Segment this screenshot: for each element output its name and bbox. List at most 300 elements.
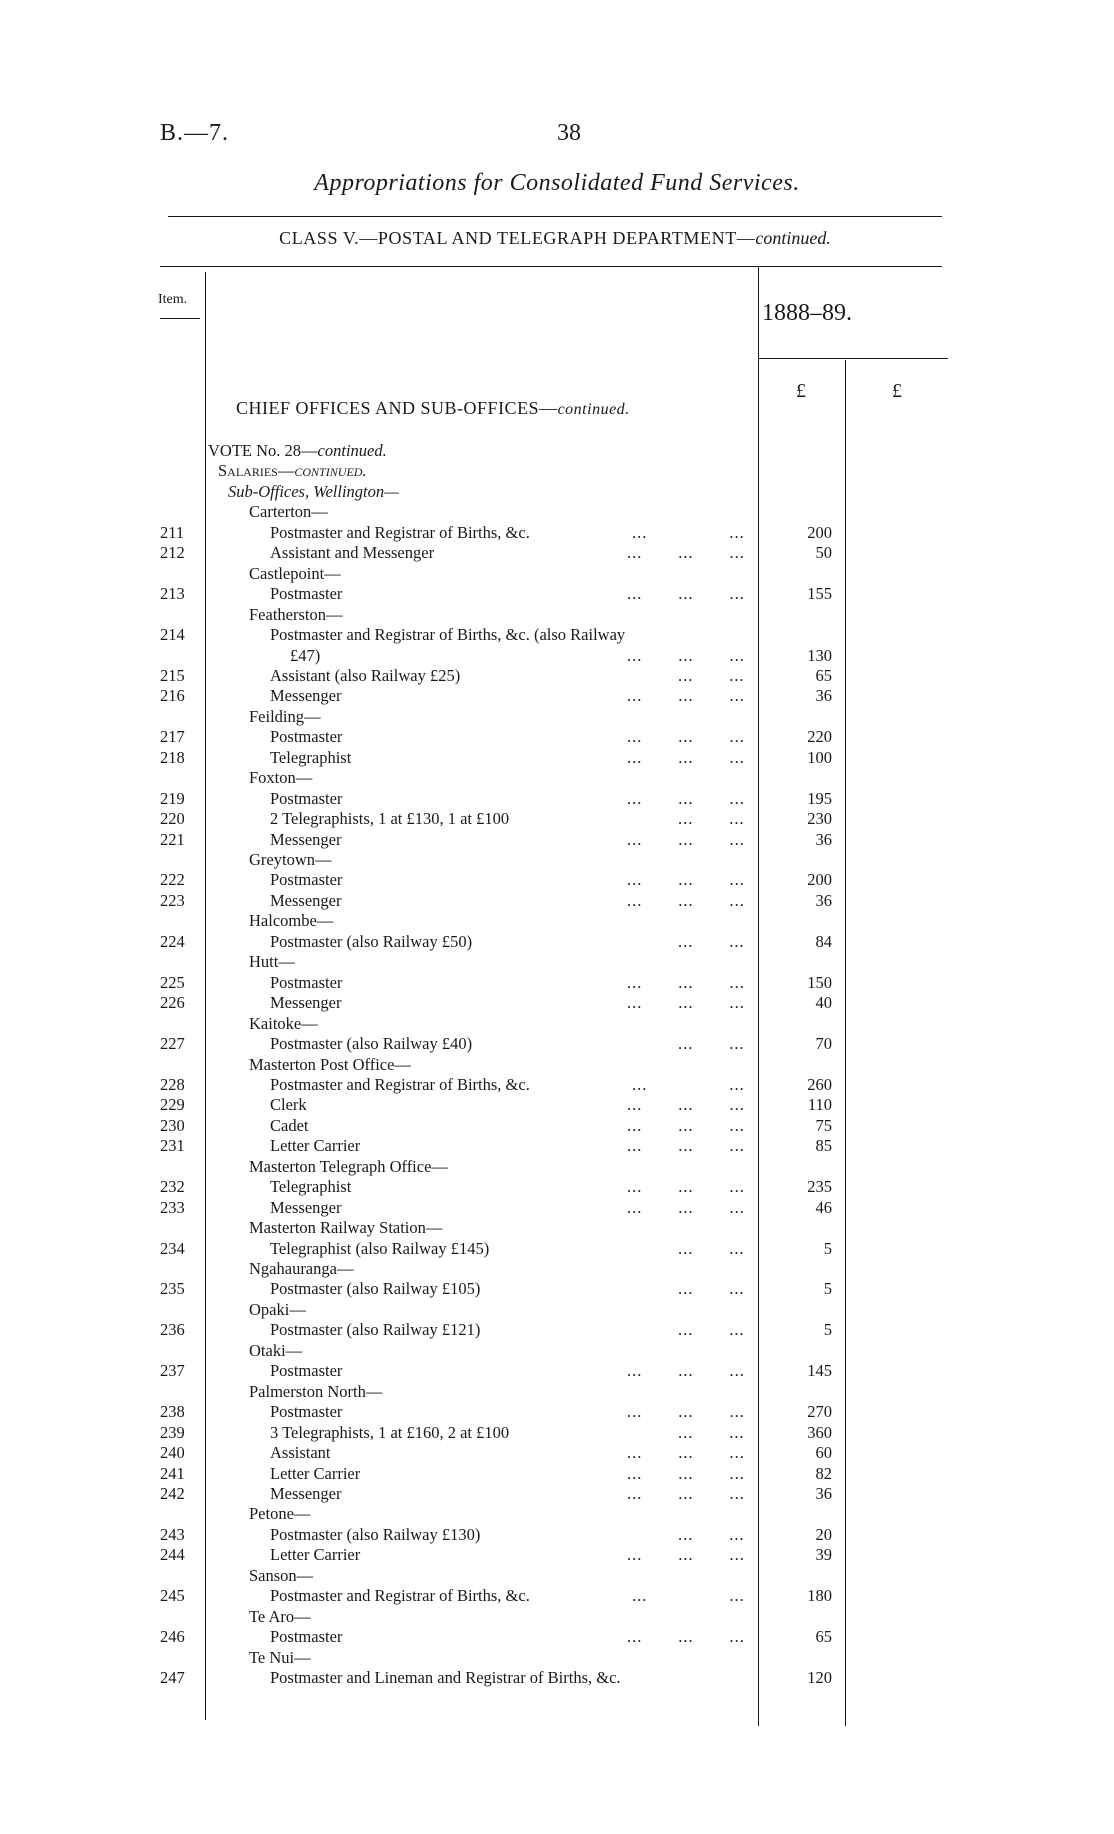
description-text: £47): [290, 645, 321, 665]
item-description: [270, 972, 342, 993]
amount-value: 75: [815, 1115, 832, 1135]
description-text: Masterton Telegraph Office—: [249, 1156, 448, 1176]
item-description: [249, 604, 342, 625]
amount-value: 110: [807, 1095, 832, 1115]
description-text: Feilding—: [249, 706, 321, 726]
table-row: [0, 1463, 1114, 1484]
item-number: 217: [160, 727, 185, 747]
leader-dots: ... ...: [678, 665, 745, 685]
table-row: [0, 1074, 1114, 1095]
amount-value: 200: [807, 522, 832, 542]
leader-dots: ... ...: [632, 1074, 745, 1094]
leader-dots: ... ...: [678, 1034, 745, 1054]
item-description: [249, 1340, 302, 1361]
item-number: 242: [160, 1483, 185, 1503]
item-description: [270, 1074, 530, 1095]
table-row: [0, 726, 1114, 747]
item-number: 228: [160, 1074, 185, 1094]
item-description: [270, 1278, 480, 1299]
description-text: Postmaster: [270, 788, 343, 808]
item-number: 230: [160, 1115, 185, 1135]
description-text: Messenger: [270, 1483, 342, 1503]
leader-dots: ... ... ...: [627, 1361, 745, 1381]
table-row: [0, 1238, 1114, 1259]
amount-value: 260: [807, 1074, 832, 1094]
item-description: [270, 1360, 342, 1381]
item-number: 212: [160, 543, 185, 563]
leader-dots: ... ...: [678, 1524, 745, 1544]
amount-value: 60: [815, 1443, 832, 1463]
description-text: Halcombe—: [249, 911, 334, 931]
item-number: 224: [160, 931, 185, 951]
amount-value: 120: [807, 1668, 832, 1687]
table-row: [0, 563, 1114, 584]
amount-value: 155: [807, 584, 832, 604]
item-description: [290, 645, 320, 666]
amount-value: 65: [815, 1627, 832, 1647]
item-number: 241: [160, 1463, 185, 1483]
description-text: Te Nui—: [249, 1647, 311, 1667]
item-description: [270, 931, 472, 952]
leader-dots: ... ... ...: [627, 1095, 745, 1115]
item-number: 211: [160, 522, 185, 542]
item-description: [270, 829, 341, 850]
leader-dots: ... ... ...: [627, 1443, 745, 1463]
table-row: [0, 583, 1114, 604]
item-description: [270, 747, 351, 768]
table-row: [0, 1606, 1114, 1627]
item-description: [249, 501, 328, 522]
leader-dots: ... ... ...: [627, 686, 745, 706]
table-row: [0, 1319, 1114, 1340]
item-number: 245: [160, 1586, 185, 1606]
item-number: 239: [160, 1422, 185, 1442]
item-description: [270, 890, 341, 911]
item-number: 246: [160, 1627, 185, 1647]
leader-dots: ... ... ...: [627, 1115, 745, 1135]
table-row: [0, 1278, 1114, 1299]
description-text: Postmaster (also Railway £40): [270, 1034, 473, 1054]
table-row: [0, 1667, 1114, 1688]
item-number: 243: [160, 1524, 185, 1544]
item-number: 214: [160, 625, 185, 645]
item-number: 223: [160, 890, 185, 910]
item-description: [270, 1667, 621, 1688]
table-row: [0, 685, 1114, 706]
item-description: [270, 1422, 509, 1443]
table-row: [0, 624, 1114, 645]
table-row: [0, 1094, 1114, 1115]
item-description: [249, 1606, 311, 1627]
description-text: Castlepoint—: [249, 563, 341, 583]
table-row: [0, 1217, 1114, 1238]
amount-value: 84: [815, 931, 832, 951]
item-description: [270, 1524, 480, 1545]
leader-dots: ... ... ...: [627, 727, 745, 747]
amount-value: 36: [815, 890, 832, 910]
item-number: 238: [160, 1402, 185, 1422]
table-row: [0, 910, 1114, 931]
description-text: Postmaster: [270, 972, 343, 992]
leader-dots: ... ... ...: [627, 1545, 745, 1565]
leader-dots: ... ...: [678, 1422, 745, 1442]
table-row: [0, 604, 1114, 625]
currency-symbol: £: [796, 380, 806, 402]
item-description: [249, 1503, 310, 1524]
leader-dots: ... ...: [632, 1586, 745, 1606]
item-description: [270, 624, 625, 645]
item-number: 232: [160, 1177, 185, 1197]
table-row: [0, 1135, 1114, 1156]
description-text: Postmaster (also Railway £130): [270, 1524, 481, 1544]
section-title-main: CHIEF OFFICES AND SUB-OFFICES—: [236, 398, 558, 418]
table-row: [0, 808, 1114, 829]
leader-dots: ... ... ...: [627, 890, 745, 910]
table-row: [0, 460, 1114, 481]
description-text: 2 Telegraphists, 1 at £130, 1 at £100: [270, 809, 510, 829]
description-text: Postmaster: [270, 1361, 343, 1381]
amount-value: 5: [823, 1279, 832, 1299]
leader-dots: ... ...: [678, 1320, 745, 1340]
amount-value: 145: [807, 1361, 832, 1381]
item-description: [270, 869, 342, 890]
item-description: [270, 1135, 360, 1156]
description-text: Masterton Railway Station—: [249, 1218, 443, 1238]
item-column-header: Item.: [158, 292, 188, 307]
leader-dots: ... ... ...: [627, 1402, 745, 1422]
item-description: [249, 849, 331, 870]
item-description: [270, 1094, 307, 1115]
class-rule: [160, 266, 942, 267]
description-text: Postmaster and Registrar of Births, &c.: [270, 1586, 530, 1606]
section-title-suffix: continued.: [557, 401, 630, 418]
item-number: 216: [160, 686, 185, 706]
description-text: Messenger: [270, 993, 342, 1013]
leader-dots: ... ... ...: [627, 1177, 745, 1197]
description-text: Messenger: [270, 829, 342, 849]
item-number: 219: [160, 788, 185, 808]
amount-value: 36: [815, 686, 832, 706]
item-description: [270, 665, 460, 686]
description-text: Hutt—: [249, 952, 295, 972]
table-row: [0, 440, 1114, 461]
description-text: Postmaster: [270, 584, 343, 604]
item-number: 236: [160, 1320, 185, 1340]
description-text: Letter Carrier: [270, 1136, 361, 1156]
amount-value: 85: [815, 1136, 832, 1156]
table-row: [0, 1054, 1114, 1075]
description-italic: Sub-Offices, Wellington—: [228, 481, 399, 501]
table-row: [0, 951, 1114, 972]
table-row: [0, 1647, 1114, 1668]
table-row: [0, 931, 1114, 952]
table-row: [0, 1544, 1114, 1565]
description-text: Otaki—: [249, 1340, 303, 1360]
item-number: 233: [160, 1197, 185, 1217]
description-text: Opaki—: [249, 1299, 306, 1319]
description-text: Sanson—: [249, 1565, 314, 1585]
description-text: Postmaster (also Railway £50): [270, 931, 473, 951]
description-text: Carterton—: [249, 502, 328, 522]
table-row: [0, 1442, 1114, 1463]
item-number: 218: [160, 747, 185, 767]
year-rule: [758, 358, 948, 359]
amount-value: 20: [815, 1524, 832, 1544]
leader-dots: ... ... ...: [627, 584, 745, 604]
leader-dots: ... ... ...: [627, 993, 745, 1013]
amount-value: 39: [815, 1545, 832, 1565]
item-description: [270, 1544, 360, 1565]
table-row: [0, 1013, 1114, 1034]
table-row: [0, 522, 1114, 543]
leader-dots: ... ... ...: [627, 1197, 745, 1217]
leader-dots: ... ... ...: [627, 1627, 745, 1647]
table-row: [0, 501, 1114, 522]
table-row: [0, 788, 1114, 809]
item-number: 213: [160, 584, 185, 604]
amount-value: 46: [815, 1197, 832, 1217]
table-row: [0, 1360, 1114, 1381]
item-description: [249, 1299, 306, 1320]
leader-dots: ... ...: [678, 809, 745, 829]
leader-dots: ... ...: [678, 1279, 745, 1299]
item-number: 247: [160, 1668, 185, 1687]
item-description: [270, 1401, 342, 1422]
item-description: [270, 788, 342, 809]
description-text: Featherston—: [249, 604, 343, 624]
item-description: [249, 1258, 353, 1279]
item-description: [270, 1585, 530, 1606]
table-row: [0, 1299, 1114, 1320]
item-description: [270, 808, 509, 829]
item-number: 215: [160, 665, 185, 685]
description-text: Masterton Post Office—: [249, 1054, 411, 1074]
table-row: [0, 1176, 1114, 1197]
leader-dots: ... ... ...: [627, 1463, 745, 1483]
amount-value: 130: [807, 645, 832, 665]
document-reference: B.—7.: [160, 120, 230, 146]
item-number: 231: [160, 1136, 185, 1156]
item-description: [218, 460, 366, 481]
description-text: Assistant (also Railway £25): [270, 665, 461, 685]
item-number: 221: [160, 829, 185, 849]
description-text: Clerk: [270, 1095, 307, 1115]
page-subtitle: Appropriations for Consolidated Fund Services.: [314, 170, 800, 196]
amount-value: 5: [823, 1238, 832, 1258]
leader-dots: ... ... ...: [627, 645, 745, 665]
table-row: [0, 1565, 1114, 1586]
table-row: [0, 1503, 1114, 1524]
item-description: [270, 1319, 480, 1340]
table-row: [0, 1115, 1114, 1136]
description-text: Te Aro—: [249, 1606, 311, 1626]
table-row: [0, 1381, 1114, 1402]
table-row: [0, 849, 1114, 870]
item-description: [228, 481, 399, 502]
item-description: [249, 563, 341, 584]
item-description: [270, 583, 342, 604]
table-row: [0, 992, 1114, 1013]
amount-value: 235: [807, 1177, 832, 1197]
item-description: [270, 1176, 351, 1197]
table-row: [0, 1033, 1114, 1054]
item-description: [249, 767, 312, 788]
description-text: Postmaster: [270, 727, 343, 747]
item-description: [270, 1238, 489, 1259]
item-number: 237: [160, 1361, 185, 1381]
leader-dots: ... ...: [678, 931, 745, 951]
item-number: 220: [160, 809, 185, 829]
table-row: [0, 1524, 1114, 1545]
table-row: [0, 1401, 1114, 1422]
amount-value: 5: [823, 1320, 832, 1340]
table-row: [0, 1626, 1114, 1647]
amount-value: 70: [815, 1034, 832, 1054]
table-row: [0, 1422, 1114, 1443]
table-row: [0, 1340, 1114, 1361]
amount-value: 200: [807, 870, 832, 890]
table-row: [0, 767, 1114, 788]
description-text: Petone—: [249, 1504, 311, 1524]
item-description: [270, 1115, 309, 1136]
table-row: [0, 706, 1114, 727]
item-number: 234: [160, 1238, 185, 1258]
description-text: Ngahauranga—: [249, 1259, 354, 1278]
amount-value: 65: [815, 665, 832, 685]
item-number: 222: [160, 870, 185, 890]
item-description: [249, 1156, 448, 1177]
description-text: Messenger: [270, 1197, 342, 1217]
amount-value: 82: [815, 1463, 832, 1483]
description-text: Foxton—: [249, 768, 313, 788]
amount-value: 36: [815, 829, 832, 849]
item-description: [270, 992, 341, 1013]
amount-value: 36: [815, 1483, 832, 1503]
item-description: [270, 1033, 472, 1054]
description-text: Cadet: [270, 1115, 309, 1135]
amount-value: 180: [807, 1586, 832, 1606]
table-row: [0, 645, 1114, 666]
item-number: 235: [160, 1279, 185, 1299]
table-row: [0, 1585, 1114, 1606]
item-description: [270, 1483, 341, 1504]
item-description: [208, 440, 387, 461]
item-description: [249, 1054, 411, 1075]
amount-value: 230: [807, 809, 832, 829]
description-text: Postmaster and Lineman and Registrar of Births, &c.: [270, 1668, 621, 1687]
item-description: [249, 706, 321, 727]
item-description: [249, 910, 333, 931]
description-text: Postmaster (also Railway £121): [270, 1320, 481, 1340]
description-text: Postmaster: [270, 1402, 343, 1422]
item-description: [270, 522, 530, 543]
table-row: [0, 747, 1114, 768]
description-text: VOTE No. 28—: [208, 441, 318, 460]
leader-dots: ... ... ...: [627, 747, 745, 767]
item-description: [270, 685, 341, 706]
item-description: [249, 1217, 442, 1238]
top-rule: [168, 216, 942, 217]
table-row: [0, 1483, 1114, 1504]
amount-value: 50: [815, 543, 832, 563]
item-number: 244: [160, 1545, 185, 1565]
item-number: 227: [160, 1034, 185, 1054]
item-description: [249, 951, 295, 972]
description-text: Salaries—: [218, 461, 295, 481]
description-text: Letter Carrier: [270, 1463, 361, 1483]
description-text: Assistant and Messenger: [270, 543, 435, 563]
description-text: Postmaster (also Railway £105): [270, 1279, 481, 1299]
table-row: [0, 869, 1114, 890]
description-text: Postmaster: [270, 1627, 343, 1647]
class-title: [160, 228, 950, 249]
leader-dots: ... ... ...: [627, 1483, 745, 1503]
leader-dots: ... ...: [632, 522, 745, 542]
table-row: [0, 890, 1114, 911]
description-text: Kaitoke—: [249, 1013, 318, 1033]
section-title: [236, 398, 630, 419]
item-description: [270, 542, 434, 563]
description-text: Messenger: [270, 686, 342, 706]
description-text: Postmaster and Registrar of Births, &c.: [270, 522, 530, 542]
item-description: [249, 1647, 311, 1668]
item-description: [270, 726, 342, 747]
leader-dots: ... ... ...: [627, 543, 745, 563]
amount-value: 195: [807, 788, 832, 808]
amount-value: 150: [807, 972, 832, 992]
item-number: 226: [160, 993, 185, 1013]
item-number: 240: [160, 1443, 185, 1463]
leader-dots: ... ... ...: [627, 972, 745, 992]
leader-dots: ... ... ...: [627, 870, 745, 890]
table-row: [0, 829, 1114, 850]
description-text: Greytown—: [249, 850, 332, 869]
item-description: [270, 1626, 342, 1647]
leader-dots: ... ... ...: [627, 788, 745, 808]
item-description: [270, 1463, 360, 1484]
item-number: 225: [160, 972, 185, 992]
item-description: [249, 1013, 318, 1034]
item-number: 229: [160, 1095, 185, 1115]
description-text: Postmaster and Registrar of Births, &c. (also Railway: [270, 625, 626, 645]
item-description: [249, 1381, 382, 1402]
description-text: Telegraphist (also Railway £145): [270, 1238, 490, 1258]
description-text: 3 Telegraphists, 1 at £160, 2 at £100: [270, 1422, 510, 1442]
amount-value: 100: [807, 747, 832, 767]
description-text: Palmerston North—: [249, 1381, 383, 1401]
table-row: [0, 481, 1114, 502]
leader-dots: ... ... ...: [627, 829, 745, 849]
description-text: Letter Carrier: [270, 1545, 361, 1565]
table-row: [0, 1258, 1114, 1279]
description-text: Telegraphist: [270, 1177, 352, 1197]
currency-symbol: £: [892, 380, 902, 402]
class-title-main: CLASS V.—POSTAL AND TELEGRAPH DEPARTMENT—: [279, 228, 756, 248]
table-row: [0, 542, 1114, 563]
description-text: Postmaster: [270, 870, 343, 890]
table-row: [0, 1197, 1114, 1218]
description-text: Telegraphist: [270, 747, 352, 767]
year-column-header: 1888–89.: [762, 300, 852, 326]
amount-value: 360: [807, 1422, 832, 1442]
description-italic: continued.: [317, 441, 387, 460]
leader-dots: ... ... ...: [627, 1136, 745, 1156]
amount-value: 220: [807, 727, 832, 747]
item-description: [270, 1442, 331, 1463]
item-description: [270, 1197, 341, 1218]
description-italic: continued.: [294, 461, 367, 481]
description-text: Postmaster and Registrar of Births, &c.: [270, 1074, 530, 1094]
